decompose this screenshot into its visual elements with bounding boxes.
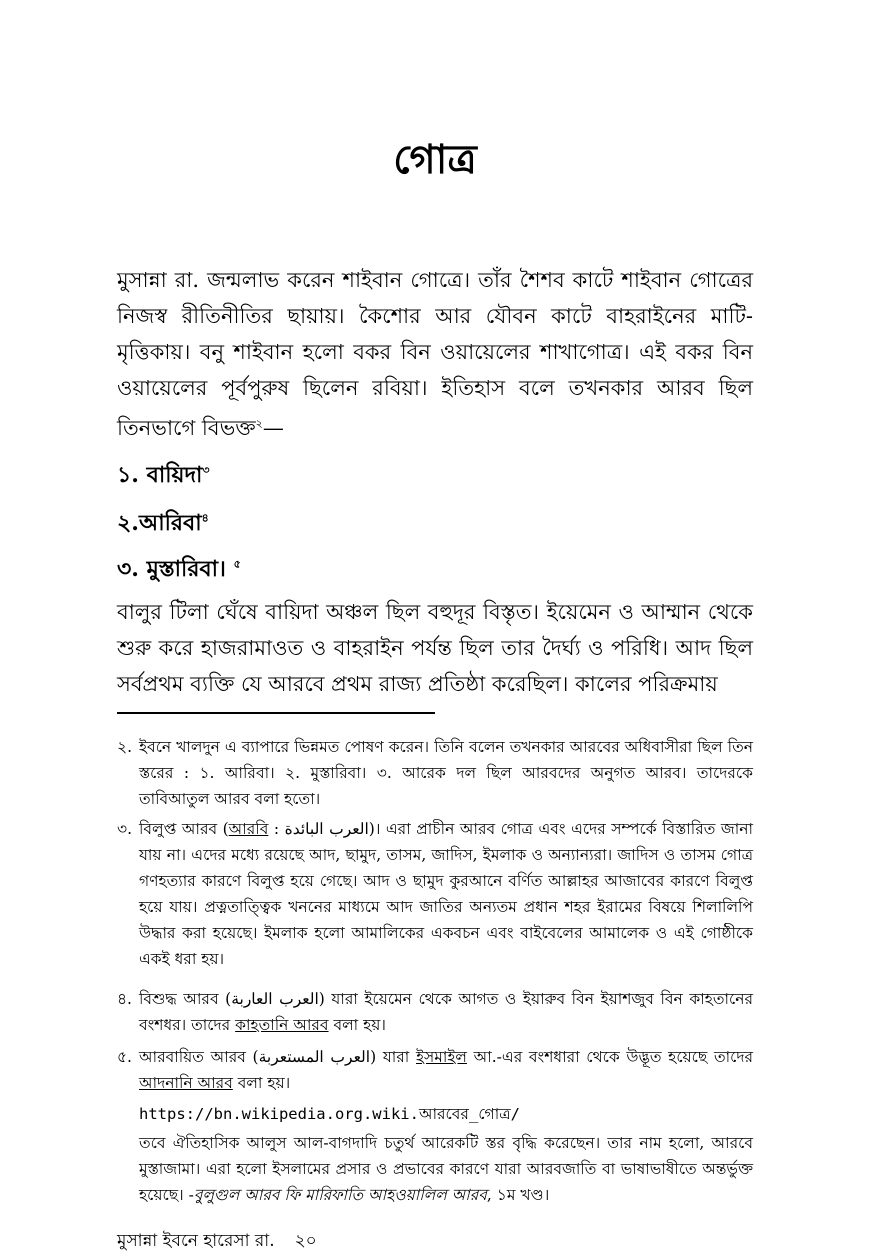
source-url[interactable]: https://bn.wikipedia.org.wiki.আরবের_গোত্র/: [139, 1105, 520, 1123]
paragraph-text: মুসান্না রা. জন্মলাভ করেন শাইবান গোত্রে। তাঁর শৈশব কাটে শাইবান গোত্রের নিজস্ব রীতিনীতির ছায়ায়। কৈশোর আর যৌবন কাটে বাহরাইনের মাটি-মৃত্তিকায়। বনু শাইবান হলো বকর বিন ওয়ায়েলের শাখাগোত্র। এই বকর বিন ওয়ায়েলের পূর্বপুরুষ ছিলেন রবিয়া। ইতিহাস বলে তখনকার আরব ছিল তিনভাগে বিভক্ত: [117, 268, 753, 440]
chapter-title: গোত্র: [393, 136, 477, 183]
footnote-text: [139, 1044, 753, 1096]
page-footer: [117, 1228, 317, 1256]
body-paragraph-2: বালুর টিলা ঘেঁষে বায়িদা অঞ্চল ছিল বহুদূর বিস্তৃত। ইয়েমেন ও আম্মান থেকে শুরু করে হাজরামাওত ও বাহরাইন পর্যন্ত ছিল তার দৈর্ঘ্য ও পরিধি। আদ ছিল সর্বপ্রথম ব্যক্তি যে আরবে প্রথম রাজ্য প্রতিষ্ঠা করেছিল। কালের পরিক্রমায়: [117, 600, 753, 696]
body-paragraph-1: [117, 262, 753, 446]
footnote-ref-2[interactable]: ২: [255, 417, 263, 430]
list-item-text: ১. বায়িদা: [117, 462, 203, 488]
footnote-text-part: বলা হয়।: [328, 1016, 386, 1034]
list-item-text: ২.আরিবা: [117, 510, 202, 536]
footnote-text-part: আরবায়িত আরব (العرب المستعربة) যারা: [139, 1048, 416, 1066]
footnote-number: ২.: [117, 738, 133, 756]
footnote-text-part: : العرب البائدة)। এরা প্রাচীন আরব গোত্র এবং এদের সম্পর্কে বিস্তারিত জানা যায় না। এদের মধ্যে রয়েছে আদ, ছামুদ, তাসম, জাদিস, ইমলাক ও অন্যান্যরা। জাদিস ও তাসম গোত্র গণহত্যার কারণে বিলুপ্ত হয়ে গেছে। আদ ও ছামুদ কুরআনে বর্ণিত আল্লাহর আজাবের কারণে বিলুপ্ত হয়ে যায়। প্রত্নতাত্ত্বিক খননের মাধ্যমে আদ জাতির অন্যতম প্রধান শহর ইরামের বিষয়ে শিলালিপি উদ্ধার করা হয়েছে। ইমলাক হলো আমালিকের একবচন এবং বাইবেলের আমালেক ও এই গোষ্ঠীকে একই ধরা হয়।: [139, 820, 753, 968]
footnote-extra-note: [139, 1130, 753, 1208]
footnote-text: [139, 816, 753, 972]
footnote-4: [117, 986, 753, 1038]
dash: —: [262, 416, 284, 440]
footnote-number: ৫.: [117, 1048, 132, 1066]
footnote-text-part: আ.-এর বংশধারা থেকে উদ্ভূত হয়েছে তাদের: [466, 1048, 754, 1066]
list-item-text: ৩. মুস্তারিবা।: [117, 556, 226, 582]
footnote-text-part: , ১ম খণ্ড।: [486, 1186, 550, 1204]
link-adnani-arab[interactable]: আদনানি আরব: [139, 1074, 233, 1092]
list-item-ariba: [117, 506, 209, 543]
footnote-text-part: বলা হয়।: [232, 1074, 291, 1092]
footnote-text-part: তবে ঐতিহাসিক আলুস আল-বাগদাদি চতুর্থ আরেকটি স্তর বৃদ্ধি করেছেন। তার নাম হলো, আরবে মুস্তাজামা। এরা হলো ইসলামের প্রসার ও প্রভাবের কারণে যারা আরবজাতি বা ভাষাভাষীতে অন্তর্ভুক্ত হয়েছে। -: [139, 1134, 753, 1204]
list-item-baida: [117, 458, 210, 495]
link-arabi[interactable]: আরবি: [228, 820, 269, 838]
footnote-text-part: বিলুপ্ত আরব (: [139, 820, 229, 838]
footnote-ref-3[interactable]: ৩: [202, 463, 210, 477]
page-number: ২০: [294, 1231, 317, 1251]
footnote-ref-4[interactable]: ৪: [201, 511, 209, 525]
book-reference: বুলুগুল আরব ফি মারিফাতি আহওয়ালিল আরব: [193, 1186, 487, 1204]
footnote-divider: [117, 712, 435, 714]
footnote-5: [117, 1044, 753, 1096]
footnote-number: ৩.: [117, 820, 133, 838]
footnote-text: ইবনে খালদুন এ ব্যাপারে ভিন্নমত পোষণ করেন। তিনি বলেন তখনকার আরবের অধিবাসীরা ছিল তিন স্তরের : ১. আরিবা। ২. মুস্তারিবা। ৩. আরেক দল ছিল আরবদের অনুগত আরব। তাদেরকে তাবিআতুল আরব বলা হতো।: [139, 738, 753, 808]
footnote-text: [139, 986, 753, 1038]
footnote-number: ৪.: [117, 990, 132, 1008]
footnote-ref-5[interactable]: ৫: [233, 557, 241, 571]
running-title: মুসান্না ইবনে হারেসা রা.: [117, 1231, 275, 1251]
link-ismail[interactable]: ইসমাইল: [415, 1048, 467, 1066]
link-qahtani-arab[interactable]: কাহতানি আরব: [235, 1016, 329, 1034]
footnote-2: [117, 734, 753, 812]
footnote-3: [117, 816, 753, 972]
list-item-mustariba: [117, 552, 241, 589]
footnote-text-part: বিশুদ্ধ আরব (العرب العاربة) যারা ইয়েমেন থেকে আগত ও ইয়ারুব বিন ইয়াশজুব বিন কাহতানের বংশধর। তাদের: [139, 990, 753, 1034]
